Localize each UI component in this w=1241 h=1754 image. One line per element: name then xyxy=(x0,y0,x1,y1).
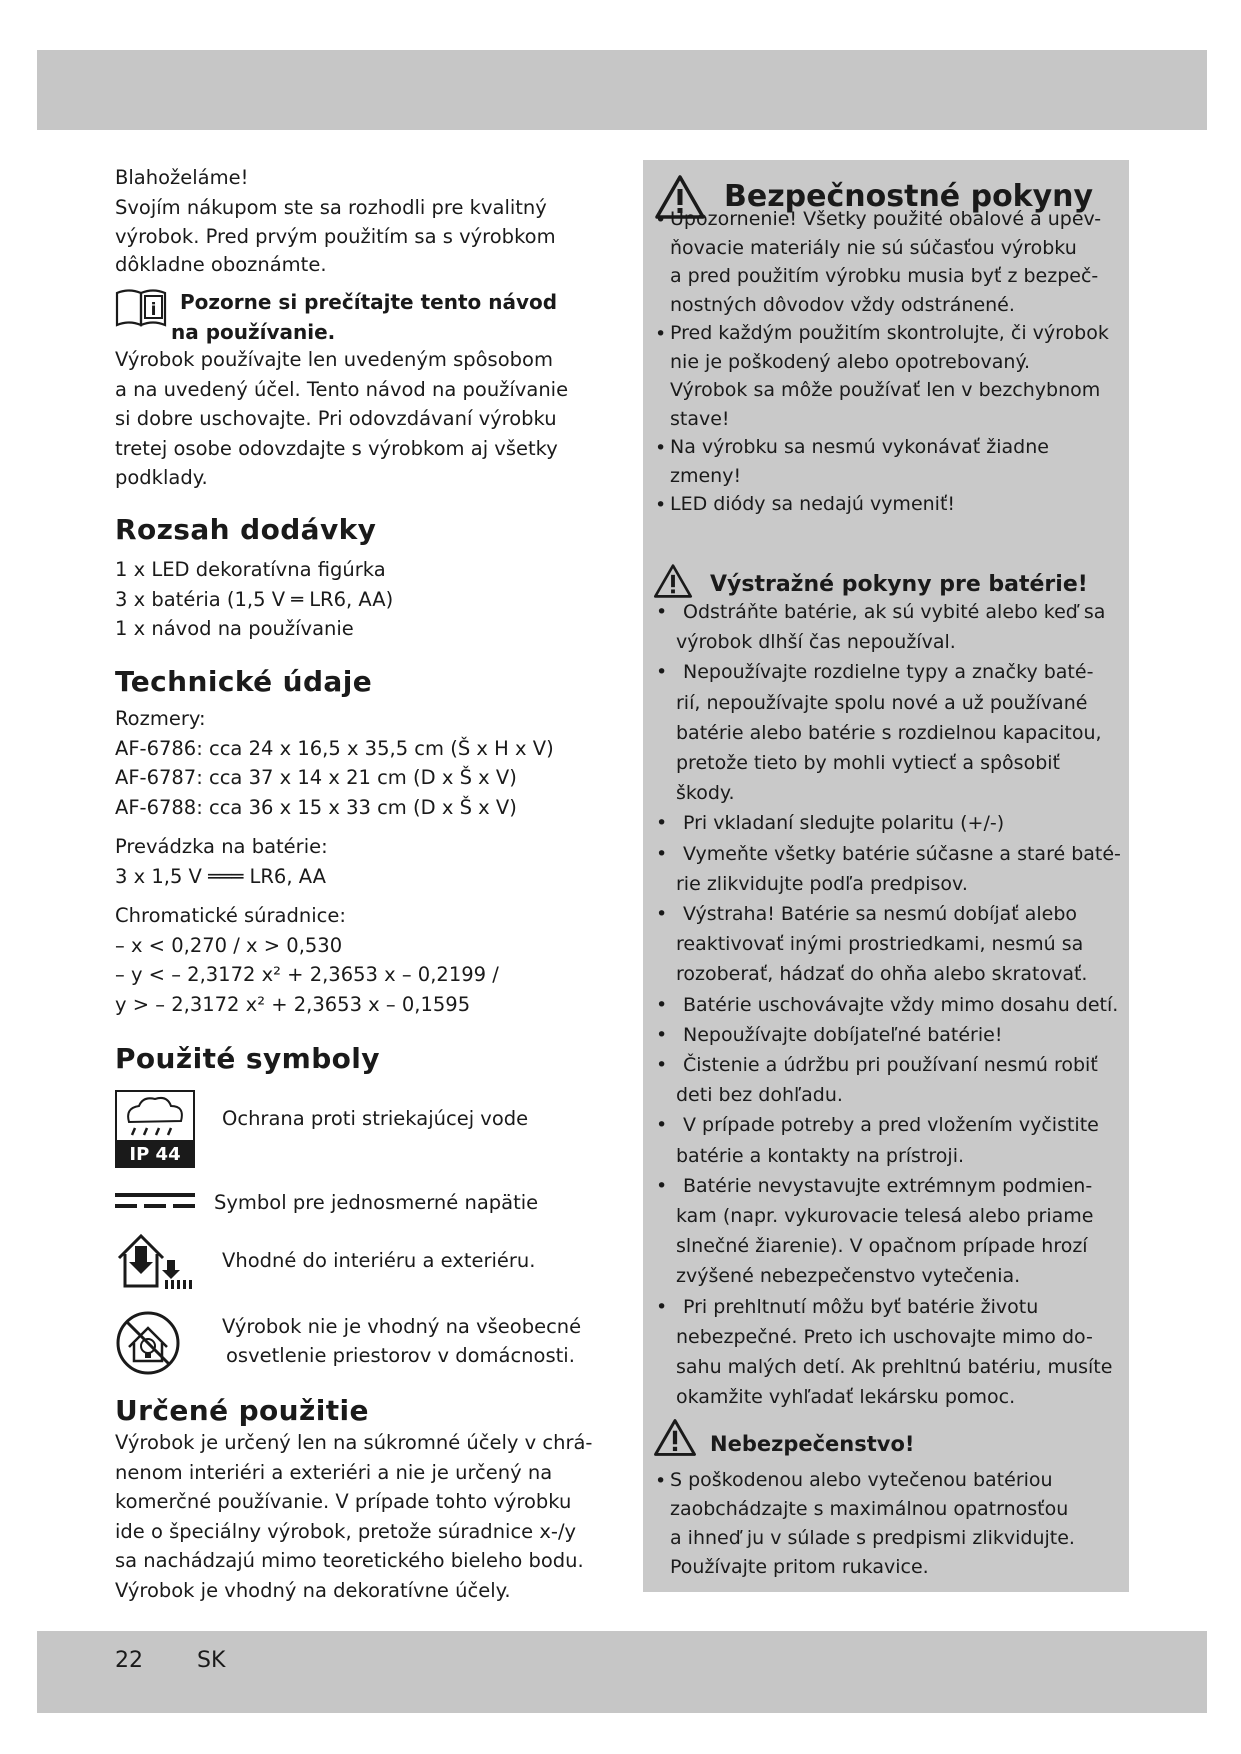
bullet-line: zvýšené nebezpečenstvo vytečenia. xyxy=(676,1265,1021,1288)
not-household-lighting-icon xyxy=(115,1303,181,1383)
usage-line: si dobre uschovajte. Pri odovzdávaní výrobku xyxy=(115,407,557,430)
bullet-dot: • xyxy=(656,1114,668,1137)
bullet-text xyxy=(670,1466,1075,1582)
bullet-dot: • xyxy=(656,842,668,865)
technical-section xyxy=(115,665,635,1019)
bullet-line: V prípade potreby a pred vložením vyčistite xyxy=(683,1114,1099,1137)
technical-line: AF-6787: cca 37 x 14 x 21 cm (D x Š x V) xyxy=(115,766,517,789)
bullet-text xyxy=(676,808,1004,838)
bullet-dot: • xyxy=(655,494,667,516)
intended-line: sa nachádzajú mimo teoretického bieleho bodu. xyxy=(115,1549,584,1572)
bullet-line: nebezpečné. Preto ich uschovajte mimo do- xyxy=(676,1325,1093,1348)
ip44-splash-icon xyxy=(115,1090,195,1168)
bullet-line: rií, nepoužívajte spolu nové a už používané xyxy=(676,691,1088,714)
bullet-dot: • xyxy=(656,1174,668,1197)
bullet-line: okamžite vyhľadať lekársku pomoc. xyxy=(676,1386,1016,1409)
technical-line: Rozmery: xyxy=(115,707,206,730)
bullet-line: Nepoužívajte dobíjateľné batérie! xyxy=(683,1023,1003,1046)
bullet-text xyxy=(670,205,1101,319)
read-notice-line: na používanie. xyxy=(171,320,336,344)
indoor-outdoor-label: Vhodné do interiéru a exteriéru. xyxy=(222,1249,536,1272)
bullet-text xyxy=(676,1292,1112,1413)
bullet-line: S poškodenou alebo vytečenou batériou xyxy=(670,1469,1053,1491)
ip44-badge-text: IP 44 xyxy=(129,1144,181,1165)
ip44-label: Ochrana proti striekajúcej vode xyxy=(222,1107,529,1130)
delivery-item: 1 x návod na používanie xyxy=(115,617,354,640)
svg-text:i: i xyxy=(150,300,157,320)
not-household-label xyxy=(222,1312,581,1370)
bullet-line: Batérie nevystavujte extrémnym podmien- xyxy=(683,1174,1093,1197)
bullet-line: slnečné žiarenie). V opačnom prípade hrozí xyxy=(676,1235,1088,1258)
intro-line: Svojím nákupom ste sa rozhodli pre kvalitný xyxy=(115,195,547,219)
bullet-dot: • xyxy=(655,323,667,345)
bullet-dot: • xyxy=(655,1470,667,1492)
bullet-line: Upozornenie! Všetky použité obalové a upev- xyxy=(670,208,1102,230)
safety-title: Bezpečnostné pokyny xyxy=(724,179,1094,214)
bullet-line: Na výrobku sa nesmú vykonávať žiadne xyxy=(670,436,1049,458)
symbols-section xyxy=(115,1042,635,1075)
bullet-line: zmeny! xyxy=(670,464,742,487)
bullet-line: nie je poškodený alebo opotrebovaný. xyxy=(670,350,1031,373)
bullet-dot: • xyxy=(656,993,668,1016)
language-code: SK xyxy=(197,1648,226,1673)
bullet-line: batérie a kontakty na prístroji. xyxy=(676,1144,965,1167)
bullet-text xyxy=(676,899,1087,990)
bullet-text xyxy=(670,490,955,519)
bullet-line: Nepoužívajte rozdielne typy a značky baté- xyxy=(683,661,1094,684)
bullet-line: rozoberať, hádzať do ohňa alebo skratovať. xyxy=(676,963,1088,986)
warning-icon xyxy=(653,1418,697,1457)
header-band xyxy=(37,50,1207,130)
technical-line: AF-6786: cca 24 x 16,5 x 35,5 cm (Š x H x V) xyxy=(115,736,554,760)
technical-line: Chromatické súradnice: xyxy=(115,904,346,927)
read-manual-icon xyxy=(115,287,169,327)
bullet-dot: • xyxy=(656,601,668,623)
bullet-line: nostných dôvodov vždy odstránené. xyxy=(670,293,1015,316)
bullet-text xyxy=(676,1110,1099,1170)
bullet-line: Vymeňte všetky batérie súčasne a staré baté- xyxy=(683,842,1121,865)
bullet-line: Výstraha! Batérie sa nesmú dobíjať alebo xyxy=(683,903,1078,925)
bullet-text xyxy=(676,597,1105,657)
delivery-title: Rozsah dodávky xyxy=(115,513,377,546)
intended-use-title: Určené použitie xyxy=(115,1394,369,1427)
battery-warning-title: Výstražné pokyny pre batérie! xyxy=(710,572,1088,597)
bullet-text xyxy=(676,1171,1094,1292)
usage-line: Výrobok používajte len uvedeným spôsobom xyxy=(115,348,553,371)
not-household-line: Výrobok nie je vhodný na všeobecné xyxy=(222,1315,582,1338)
bullet-line: Pri prehltnutí môžu byť batérie životu xyxy=(683,1295,1039,1318)
intro-text xyxy=(115,163,615,278)
symbols-title: Použité symboly xyxy=(115,1042,380,1075)
intended-line: komerčné používanie. V prípade tohto výrobku xyxy=(115,1490,572,1513)
bullet-line: výrobok dlhší čas nepoužíval. xyxy=(676,631,956,654)
bullet-line: batérie alebo batérie s rozdielnou kapacitou, xyxy=(676,721,1102,744)
dc-voltage-icon xyxy=(115,1190,195,1212)
bullet-line: stave! xyxy=(670,407,730,430)
safety-box xyxy=(643,160,1129,1592)
technical-line: – y < – 2,3172 x² + 2,3653 x – 0,2199 / xyxy=(115,963,499,986)
usage-line: tretej osobe odovzdajte s výrobkom aj všetky xyxy=(115,436,558,460)
intro-line: výrobok. Pred prvým použitím sa s výrobkom xyxy=(115,225,556,248)
bullet-line: Pred každým použitím skontrolujte, či výrobok xyxy=(670,322,1109,344)
technical-line: 3 x 1,5 V ═══ LR6, AA xyxy=(115,864,326,888)
bullet-line: Pri vkladaní sledujte polaritu (+/-) xyxy=(683,812,1005,835)
bullet-dot: • xyxy=(656,903,668,925)
delivery-section xyxy=(115,513,635,644)
usage-text xyxy=(115,345,635,493)
bullet-text xyxy=(676,839,1121,899)
bullet-dot: • xyxy=(655,437,667,459)
not-household-line: osvetlenie priestorov v domácnosti. xyxy=(226,1344,575,1367)
bullet-dot: • xyxy=(656,812,668,835)
warning-icon xyxy=(653,563,693,599)
bullet-line: Výrobok sa môže používať len v bezchybnom xyxy=(670,379,1101,401)
intro-line: dôkladne oboznámte. xyxy=(115,252,327,276)
bullet-text xyxy=(670,433,1049,490)
bullet-dot: • xyxy=(655,209,667,231)
bullet-text xyxy=(670,319,1109,433)
delivery-item: 1 x LED dekoratívna figúrka xyxy=(115,558,386,581)
bullet-line: a ihneď ju v súlade s predpismi zlikvidujte. xyxy=(670,1527,1075,1549)
bullet-line: pretože tieto by mohli vytiecť a spôsobiť xyxy=(676,752,1060,774)
bullet-line: LED diódy sa nedajú vymeniť! xyxy=(670,493,956,515)
bullet-text xyxy=(676,657,1102,808)
delivery-item: 3 x batéria (1,5 V ═ LR6, AA) xyxy=(115,587,394,611)
bullet-dot: • xyxy=(656,1054,668,1076)
bullet-dot: • xyxy=(656,1023,668,1046)
bullet-line: Používajte pritom rukavice. xyxy=(670,1556,929,1578)
technical-line: – x < 0,270 / x > 0,530 xyxy=(115,933,343,957)
intended-line: ide o špeciálny výrobok, pretože súradnice x-/y xyxy=(115,1519,577,1543)
bullet-dot: • xyxy=(656,661,668,684)
intro-line: Blahoželáme! xyxy=(115,166,249,189)
bullet-line: a pred použitím výrobku musia byť z bezpeč- xyxy=(670,265,1099,287)
bullet-line: Čistenie a údržbu pri používaní nesmú robiť xyxy=(683,1054,1098,1076)
intended-line: nenom interiéri a exteriéri a nie je určený na xyxy=(115,1460,553,1484)
indoor-outdoor-icon xyxy=(115,1232,199,1290)
technical-line: AF-6788: cca 36 x 15 x 33 cm (D x Š x V) xyxy=(115,795,517,819)
bullet-text xyxy=(676,1050,1098,1110)
bullet-line: deti bez dohľadu. xyxy=(676,1084,843,1107)
bullet-dot: • xyxy=(656,1295,668,1318)
bullet-line: Batérie uschovávajte vždy mimo dosahu detí. xyxy=(683,993,1119,1016)
bullet-line: sahu malých detí. Ak prehltnú batériu, musíte xyxy=(676,1356,1113,1378)
page-number: 22 xyxy=(115,1648,143,1673)
bullet-line: škody. xyxy=(676,782,735,805)
bullet-line: reaktivovať inými prostriedkami, nesmú sa xyxy=(676,933,1084,956)
bullet-line: kam (napr. vykurovacie telesá alebo priame xyxy=(676,1205,1094,1227)
bullet-line: zaobchádzajte s maximálnou opatrnosťou xyxy=(670,1498,1069,1520)
danger-title: Nebezpečenstvo! xyxy=(710,1432,915,1456)
technical-line: Prevádzka na batérie: xyxy=(115,835,328,858)
technical-title: Technické údaje xyxy=(115,665,373,698)
bullet-text xyxy=(676,990,1118,1020)
bullet-line: Odstráňte batérie, ak sú vybité alebo keď sa xyxy=(683,601,1106,623)
technical-line: y > – 2,3172 x² + 2,3653 x – 0,1595 xyxy=(115,992,471,1016)
intended-line: Výrobok je určený len na súkromné účely v chrá- xyxy=(115,1431,593,1454)
read-notice-line: Pozorne si prečítajte tento návod xyxy=(180,290,558,314)
bullet-line: rie zlikvidujte podľa predpisov. xyxy=(676,872,968,895)
dc-voltage-label: Symbol pre jednosmerné napätie xyxy=(214,1191,539,1214)
bullet-text xyxy=(676,1020,1002,1050)
usage-line: a na uvedený účel. Tento návod na používanie xyxy=(115,377,569,401)
intended-line: Výrobok je vhodný na dekoratívne účely. xyxy=(115,1578,511,1602)
usage-line: podklady. xyxy=(115,466,208,489)
intended-use-section xyxy=(115,1394,635,1605)
bullet-line: ňovacie materiály nie sú súčasťou výrobku xyxy=(670,236,1077,259)
